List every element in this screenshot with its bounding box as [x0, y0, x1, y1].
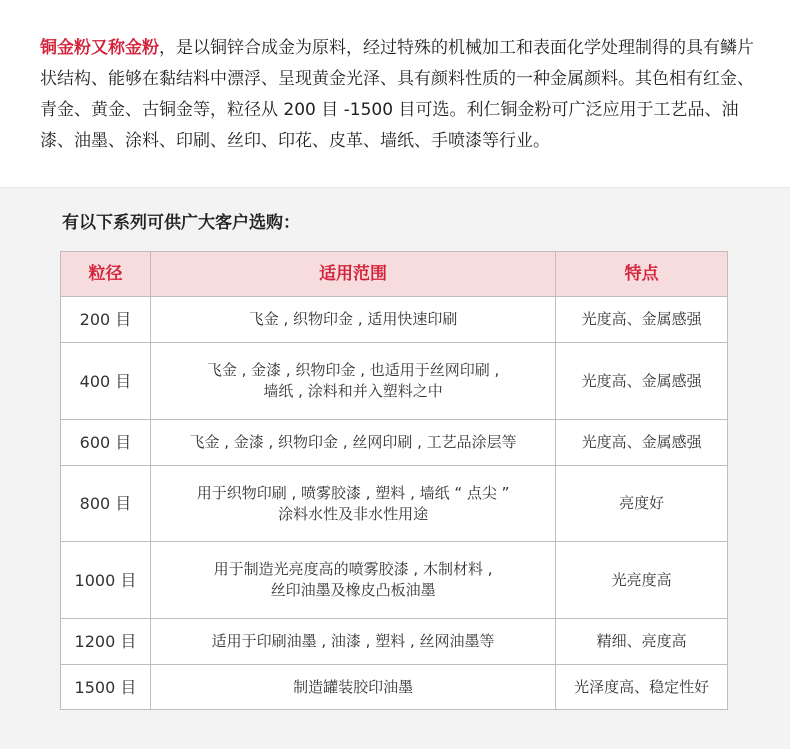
intro-highlight: 铜金粉又称金粉 — [40, 38, 159, 58]
intro-section — [0, 0, 790, 188]
cell-feature: 光度高、金属感强 — [556, 343, 728, 420]
intro-body: ，是以铜锌合成金为原料，经过特殊的机械加工和表面化学处理制得的具有鳞片状结构、能够在黏结料中漂浮、呈现黄金光泽、具有颜料性质的一种金属颜料。其色相有红金、青金、黄金、古铜金等，粒径从 200 目 -1500 目可选。利仁铜金粉可广泛应用于工艺品、油漆、油墨、涂料、印刷、丝印、印花、皮革、墙纸、手喷漆等行业。 — [40, 38, 754, 151]
cell-feature: 光度高、金属感强 — [556, 297, 728, 343]
cell-feature: 光度高、金属感强 — [556, 420, 728, 466]
usage-line: 制造罐装胶印油墨 — [293, 677, 414, 696]
table-header-row — [61, 252, 728, 297]
table-row — [61, 297, 728, 343]
intro-paragraph — [40, 33, 755, 157]
cell-size: 400 目 — [61, 343, 151, 420]
table-row — [61, 343, 728, 420]
table-row — [61, 665, 728, 710]
header-feature: 特点 — [556, 252, 728, 297]
usage-line: 飞金 , 金漆 , 织物印金 , 丝网印刷 , 工艺品涂层等 — [189, 433, 517, 451]
usage-line: 涂料水性及非水性用途 — [278, 504, 429, 523]
table-row — [61, 466, 728, 542]
table-row — [61, 420, 728, 466]
usage-line: 飞金 , 金漆 , 织物印金 , 也适用于丝网印刷 , — [206, 361, 500, 379]
cell-usage — [150, 297, 555, 343]
cell-usage — [150, 420, 555, 466]
cell-size: 1500 目 — [61, 665, 151, 710]
usage-line: 墙纸 , 涂料和并入塑料之中 — [263, 382, 443, 400]
cell-usage — [150, 343, 555, 420]
header-usage: 适用范围 — [150, 252, 555, 297]
cell-usage — [150, 466, 555, 542]
cell-size: 1200 目 — [61, 619, 151, 665]
cell-feature: 亮度好 — [556, 466, 728, 542]
cell-feature: 光泽度高、稳定性好 — [556, 665, 728, 710]
usage-line: 丝印油墨及橡皮凸板油墨 — [270, 581, 436, 599]
usage-line: 适用于印刷油墨 , 油漆 , 塑料 , 丝网油墨等 — [211, 632, 495, 650]
usage-line: 用于制造光亮度高的喷雾胶漆 , 木制材料 , — [213, 560, 493, 578]
table-row — [61, 619, 728, 665]
cell-size: 600 目 — [61, 420, 151, 466]
cell-usage — [150, 542, 555, 619]
usage-line: 飞金 , 织物印金 , 适用快速印刷 — [248, 310, 458, 328]
usage-line: 用于织物印刷 , 喷雾胶漆 , 塑料 , 墙纸 “ 点尖 ” — [196, 483, 510, 502]
cell-usage — [150, 665, 555, 710]
cell-usage — [150, 619, 555, 665]
cell-size: 1000 目 — [61, 542, 151, 619]
cell-feature: 精细、亮度高 — [556, 619, 728, 665]
cell-size: 200 目 — [61, 297, 151, 343]
table-row — [61, 542, 728, 619]
cell-feature: 光亮度高 — [556, 542, 728, 619]
spec-table — [60, 251, 728, 710]
header-size: 粒径 — [61, 252, 151, 297]
section-heading: 有以下系列可供广大客户选购： — [62, 213, 300, 233]
cell-size: 800 目 — [61, 466, 151, 542]
